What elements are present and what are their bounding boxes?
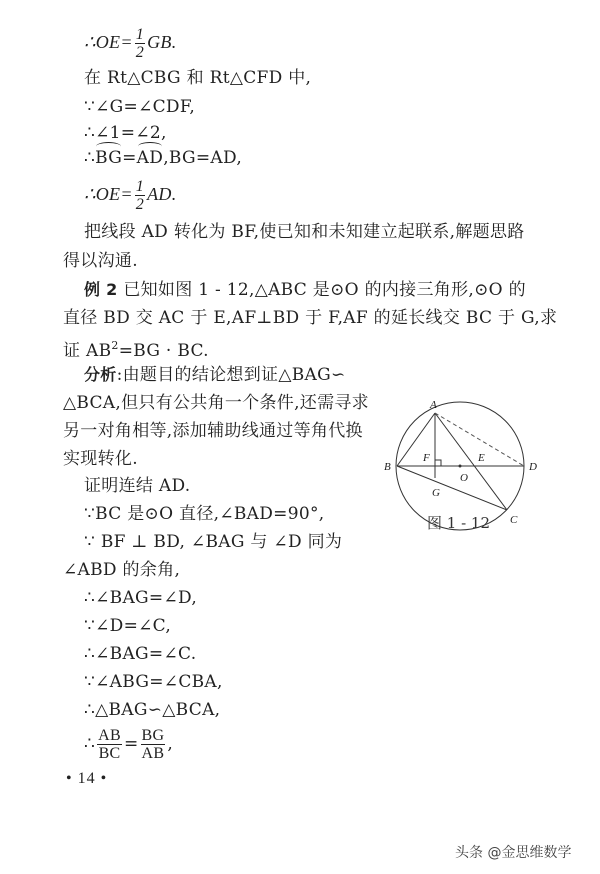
label-a: A	[430, 399, 437, 411]
text-line: 直径 BD 交 AC 于 E,AF⊥BD 于 F,AF 的延长线交 BC 于 G,求	[63, 308, 558, 328]
text-line: ∴△BAG∽△BCA,	[84, 700, 221, 720]
text-line: 在 Rt△CBG 和 Rt△CFD 中,	[84, 68, 312, 88]
text-line: 实现转化.	[63, 449, 138, 469]
figure-caption: 图 1 - 12	[427, 514, 491, 532]
math-text: 证 AB	[63, 341, 112, 361]
fraction-denominator: 2	[135, 196, 145, 214]
label-f: F	[423, 452, 430, 464]
example-label: 例 2	[84, 280, 118, 299]
math-text: ∴	[84, 734, 96, 754]
fraction-numerator: 1	[135, 178, 145, 196]
label-b: B	[384, 461, 391, 473]
text-line	[84, 279, 526, 301]
text-line	[84, 20, 177, 64]
text-line: ∴∠1=∠2,	[84, 123, 167, 143]
analysis-label: 分析	[84, 365, 117, 384]
fraction-numerator: BG	[141, 727, 165, 744]
math-text: =	[123, 734, 139, 754]
text-line: 得以沟通.	[63, 251, 138, 271]
page-number: • 14 •	[66, 770, 108, 787]
text-line: 把线段 AD 转化为 BF,使已知和未知建立起联系,解题思路	[84, 222, 525, 242]
text-line: 另一对角相等,添加辅助线通过等角代换	[63, 421, 363, 441]
math-text: ∴OE=	[84, 184, 133, 204]
fraction-numerator: 1	[135, 26, 145, 44]
text-line	[63, 335, 209, 362]
math-text: =BG · BC.	[118, 341, 209, 361]
text-line: ∴∠BAG=∠C.	[84, 644, 197, 664]
text-line	[84, 147, 242, 169]
text-line: ∵BC 是⊙O 直径,∠BAD=90°,	[84, 504, 325, 524]
label-c: C	[510, 514, 518, 526]
text-line	[84, 364, 346, 386]
arc-bg: BG	[95, 148, 123, 168]
fraction-denominator: 2	[135, 44, 145, 62]
text-line: ∵∠ABG=∠CBA,	[84, 672, 223, 692]
math-text: =	[122, 148, 137, 168]
superscript: 2	[111, 339, 119, 352]
fraction-denominator: AB	[141, 745, 165, 762]
fraction	[135, 178, 145, 213]
label-o: O	[460, 472, 468, 484]
math-text: ∴	[84, 148, 96, 168]
math-text: GB.	[147, 32, 177, 52]
text-line: ∠ABD 的余角,	[63, 560, 181, 580]
math-text: ∴OE=	[84, 32, 133, 52]
label-g: G	[432, 487, 440, 499]
math-text: AD.	[147, 184, 177, 204]
text-line: △BCA,但只有公共角一个条件,还需寻求	[63, 393, 369, 413]
fraction	[135, 26, 145, 61]
text-line: ∵∠D=∠C,	[84, 616, 172, 636]
arc-ad: AD	[136, 148, 164, 168]
math-text: ,	[167, 734, 174, 754]
label-e: E	[478, 452, 485, 464]
fraction-numerator: AB	[98, 727, 121, 744]
watermark: 头条 @金思维数学	[455, 845, 572, 861]
label-d: D	[529, 461, 537, 473]
fraction-denominator: BC	[98, 745, 121, 762]
fraction	[141, 727, 166, 762]
text-line: ∵ BF ⊥ BD, ∠BAG 与 ∠D 同为	[84, 532, 343, 552]
math-text: ,BG=AD,	[163, 148, 243, 168]
fraction	[97, 727, 122, 762]
text-line	[84, 722, 173, 766]
text-line: ∵∠G=∠CDF,	[84, 97, 196, 117]
text-line	[84, 172, 177, 216]
text-line: ∴∠BAG=∠D,	[84, 588, 198, 608]
example-text: 已知如图 1 - 12,△ABC 是⊙O 的内接三角形,⊙O 的	[117, 280, 526, 300]
analysis-text: :由题目的结论想到证△BAG∽	[116, 365, 346, 385]
text-line: 证明连结 AD.	[84, 476, 191, 496]
